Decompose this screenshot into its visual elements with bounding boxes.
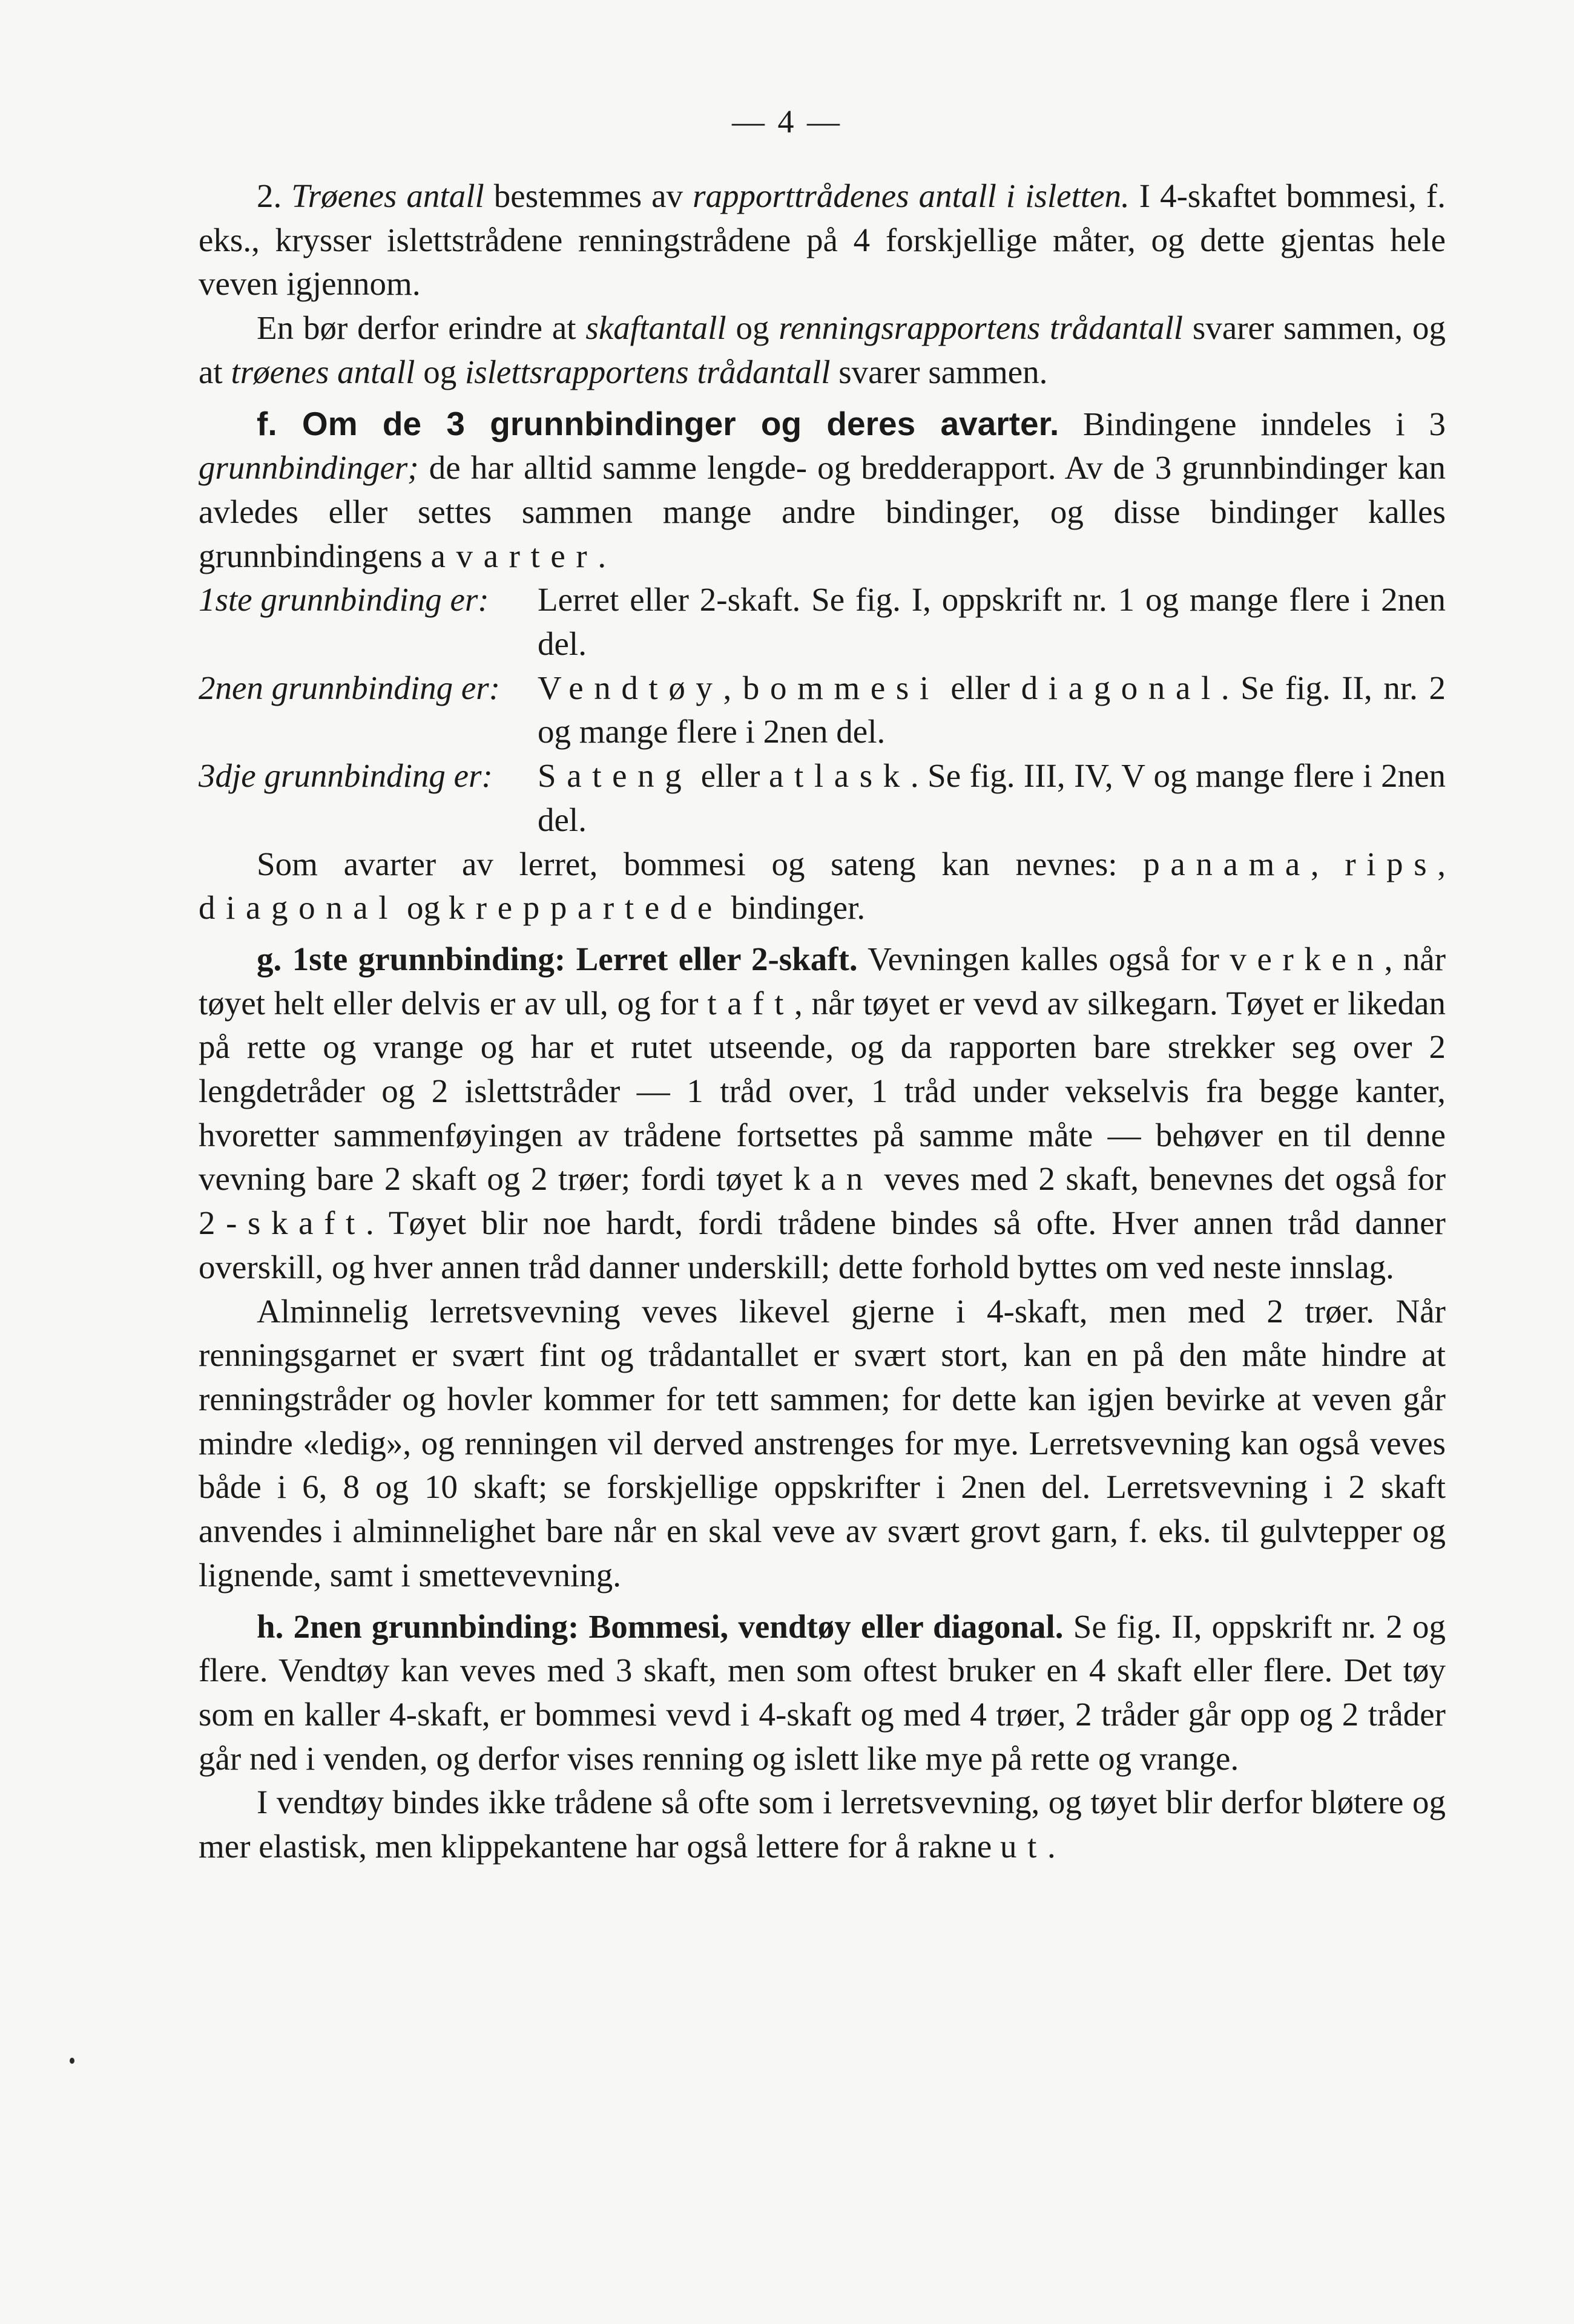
- section-g: [199, 937, 1446, 1290]
- spaced-term: verken: [1230, 940, 1385, 977]
- paragraph-remember: [199, 306, 1446, 394]
- text-run: I vendtøy bindes ikke trådene så ofte som i lerretsvevning, og tøyet blir derfor bløtere og mer elastisk, men klippekantene har også lettere for å rakne: [199, 1784, 1446, 1865]
- margin-speck: [70, 2058, 74, 2064]
- definition-term: 2nen grunnbinding er:: [199, 669, 501, 706]
- text-run: . Se fig. II, nr. 2 og mange flere i 2nen del.: [538, 669, 1446, 750]
- text-run: Som avarter av lerret, bommesi og sateng kan nevnes:: [257, 845, 1144, 882]
- text-run: veves med 2 skaft, benevnes det også for: [873, 1160, 1446, 1198]
- definition-desc: [538, 754, 1446, 842]
- spaced-term: Vendtøy: [538, 669, 723, 706]
- emphasis: skaftantall: [585, 309, 726, 347]
- section-heading: g. 1ste grunnbinding: Lerret eller 2-skaft.: [257, 940, 858, 977]
- text-run: ,: [723, 669, 743, 706]
- text-run: svarer sammen.: [830, 353, 1048, 390]
- definition-term: 1ste grunnbinding er:: [199, 581, 489, 619]
- paragraph-treadle-count: [199, 174, 1446, 306]
- section-f: [199, 402, 1446, 579]
- text-run: 2.: [257, 177, 292, 214]
- emphasis: trøenes antall: [231, 353, 415, 390]
- spaced-term: diagonal: [1021, 669, 1221, 706]
- text-run: Se fig. II, oppskrift nr. 2 og flere. Vendtøy kan veves med 3 skaft, men som oftest bruker en 4 skaft eller flere. Det tøy som en kaller 4-skaft, er bommesi vevd i 4-skaft og med 4 trøer, 2 tråder går opp og 2 tråder går ned i venden, og derfor vises renning og islett like mye på rette og vrange.: [199, 1607, 1446, 1777]
- spaced-term: kreppartede: [448, 889, 723, 927]
- text-run: I 4-skaftet bommesi, f. eks., krysser islettstrådene renningstrådene på 4 forskjellige måter, og dette gjentas hele veven igjennom.: [199, 177, 1446, 303]
- text-run: , når tøyet er vevd av silkegarn. Tøyet er likedan på rette og vrange og har et rutet utseende, og da rapporten bare strekker seg over 2 lengdetråder og 2 islettstråder — 1 tråd over, 1 tråd under vekselvis fra begge kanter, hvoretter sammenføyingen av trådene fortsettes på samme måte — behøver en til denne vevning bare 2 skaft og 2 trøer; fordi tøyet: [199, 984, 1446, 1198]
- text-run: eller: [939, 669, 1021, 706]
- section-h: [199, 1605, 1446, 1781]
- spaced-term: kan: [793, 1160, 874, 1198]
- text-run: .: [1047, 1828, 1056, 1865]
- spaced-term: taft: [707, 984, 795, 1022]
- text-run: bestemmes av: [484, 177, 693, 214]
- emphasis: Trøenes antall: [291, 177, 484, 214]
- definition-desc: [538, 578, 1446, 666]
- page-number: — 4 —: [732, 103, 842, 140]
- spaced-term: Sateng: [538, 757, 693, 795]
- spaced-term: bommesi: [742, 669, 940, 706]
- text-run: og: [726, 309, 779, 347]
- text-run: En bør derfor erindre at: [257, 309, 586, 347]
- section-heading: h. 2nen grunnbinding: Bommesi, vendtøy eller diagonal.: [257, 1607, 1064, 1645]
- spaced-term: rips: [1345, 845, 1438, 882]
- spaced-term: panama: [1143, 845, 1311, 882]
- text-run: ,: [1310, 845, 1345, 882]
- spaced-term: 2-skaft: [199, 1204, 366, 1242]
- text-run: Bindingene inndeles i 3: [1059, 405, 1446, 442]
- text-run: og: [398, 889, 449, 927]
- paragraph-twill-binding: [199, 1781, 1446, 1868]
- page-body: [199, 174, 1446, 1869]
- text-run: Vevningen kalles også for: [857, 940, 1230, 977]
- text-run: Lerret eller 2-skaft. Se fig. I, oppskrift nr. 1 og mange flere i 2nen del.: [538, 581, 1446, 663]
- text-run: , når tøyet helt eller delvis er av ull, og for: [199, 940, 1446, 1022]
- spaced-term: diagonal: [199, 889, 399, 927]
- spaced-term: ut: [1000, 1828, 1048, 1865]
- text-run: svarer sammen, og at: [199, 309, 1446, 390]
- definition-3: [199, 754, 1446, 842]
- text-run: de har alltid samme lengde- og bredderapport. Av de 3 grunnbindinger kan avledes eller settes sammen mange andre bindinger, og disse bindinger kalles grunnbindingens: [199, 449, 1446, 574]
- text-run: .: [598, 537, 607, 574]
- text-run: bindinger.: [722, 889, 866, 927]
- section-heading: f. Om de 3 grunnbindinger og deres avarter.: [257, 404, 1059, 442]
- spaced-term: avarter: [430, 537, 598, 574]
- text-run: Alminnelig lerretsvevning veves likevel gjerne i 4-skaft, men med 2 trøer. Når renningsgarnet er svært fint og trådantallet er svært stort, kan en på den måte hindre at renningstråder og hovler kommer for tett sammen; for dette kan igjen bevirke at veven går mindre «ledig», og renningen vil derved anstrenges for mye. Lerretsvevning kan også veves både i 6, 8 og 10 skaft; se forskjellige oppskrifter i 2nen del. Lerretsvevning i 2 skaft anvendes i alminnelighet bare når en skal veve av svært grovt garn, f. eks. til gulvtepper og lignende, samt i smettevevning.: [199, 1292, 1446, 1594]
- paragraph-ordinary-weave: [199, 1290, 1446, 1598]
- text-run: og: [415, 353, 465, 390]
- paragraph-variants: [199, 842, 1446, 930]
- text-run: . Tøyet blir noe hardt, fordi trådene bindes så ofte. Hver annen tråd danner overskill, og hver annen tråd danner underskill; dette forhold byttes om ved neste innslag.: [199, 1204, 1446, 1285]
- emphasis: rapporttrådenes antall i isletten.: [693, 177, 1130, 214]
- spaced-term: atlask: [768, 757, 910, 795]
- definition-desc: [538, 666, 1446, 754]
- definition-term: 3dje grunnbinding er:: [199, 757, 493, 795]
- emphasis: grunnbindinger;: [199, 449, 419, 487]
- text-run: eller: [692, 757, 769, 795]
- text-run: . Se fig. III, IV, V og mange flere i 2nen del.: [538, 757, 1446, 838]
- emphasis: renningsrapportens trådantall: [779, 309, 1184, 347]
- emphasis: islettsrapportens trådantall: [464, 353, 831, 390]
- definition-2: [199, 666, 1446, 754]
- definition-1: [199, 578, 1446, 666]
- text-run: ,: [1437, 845, 1446, 882]
